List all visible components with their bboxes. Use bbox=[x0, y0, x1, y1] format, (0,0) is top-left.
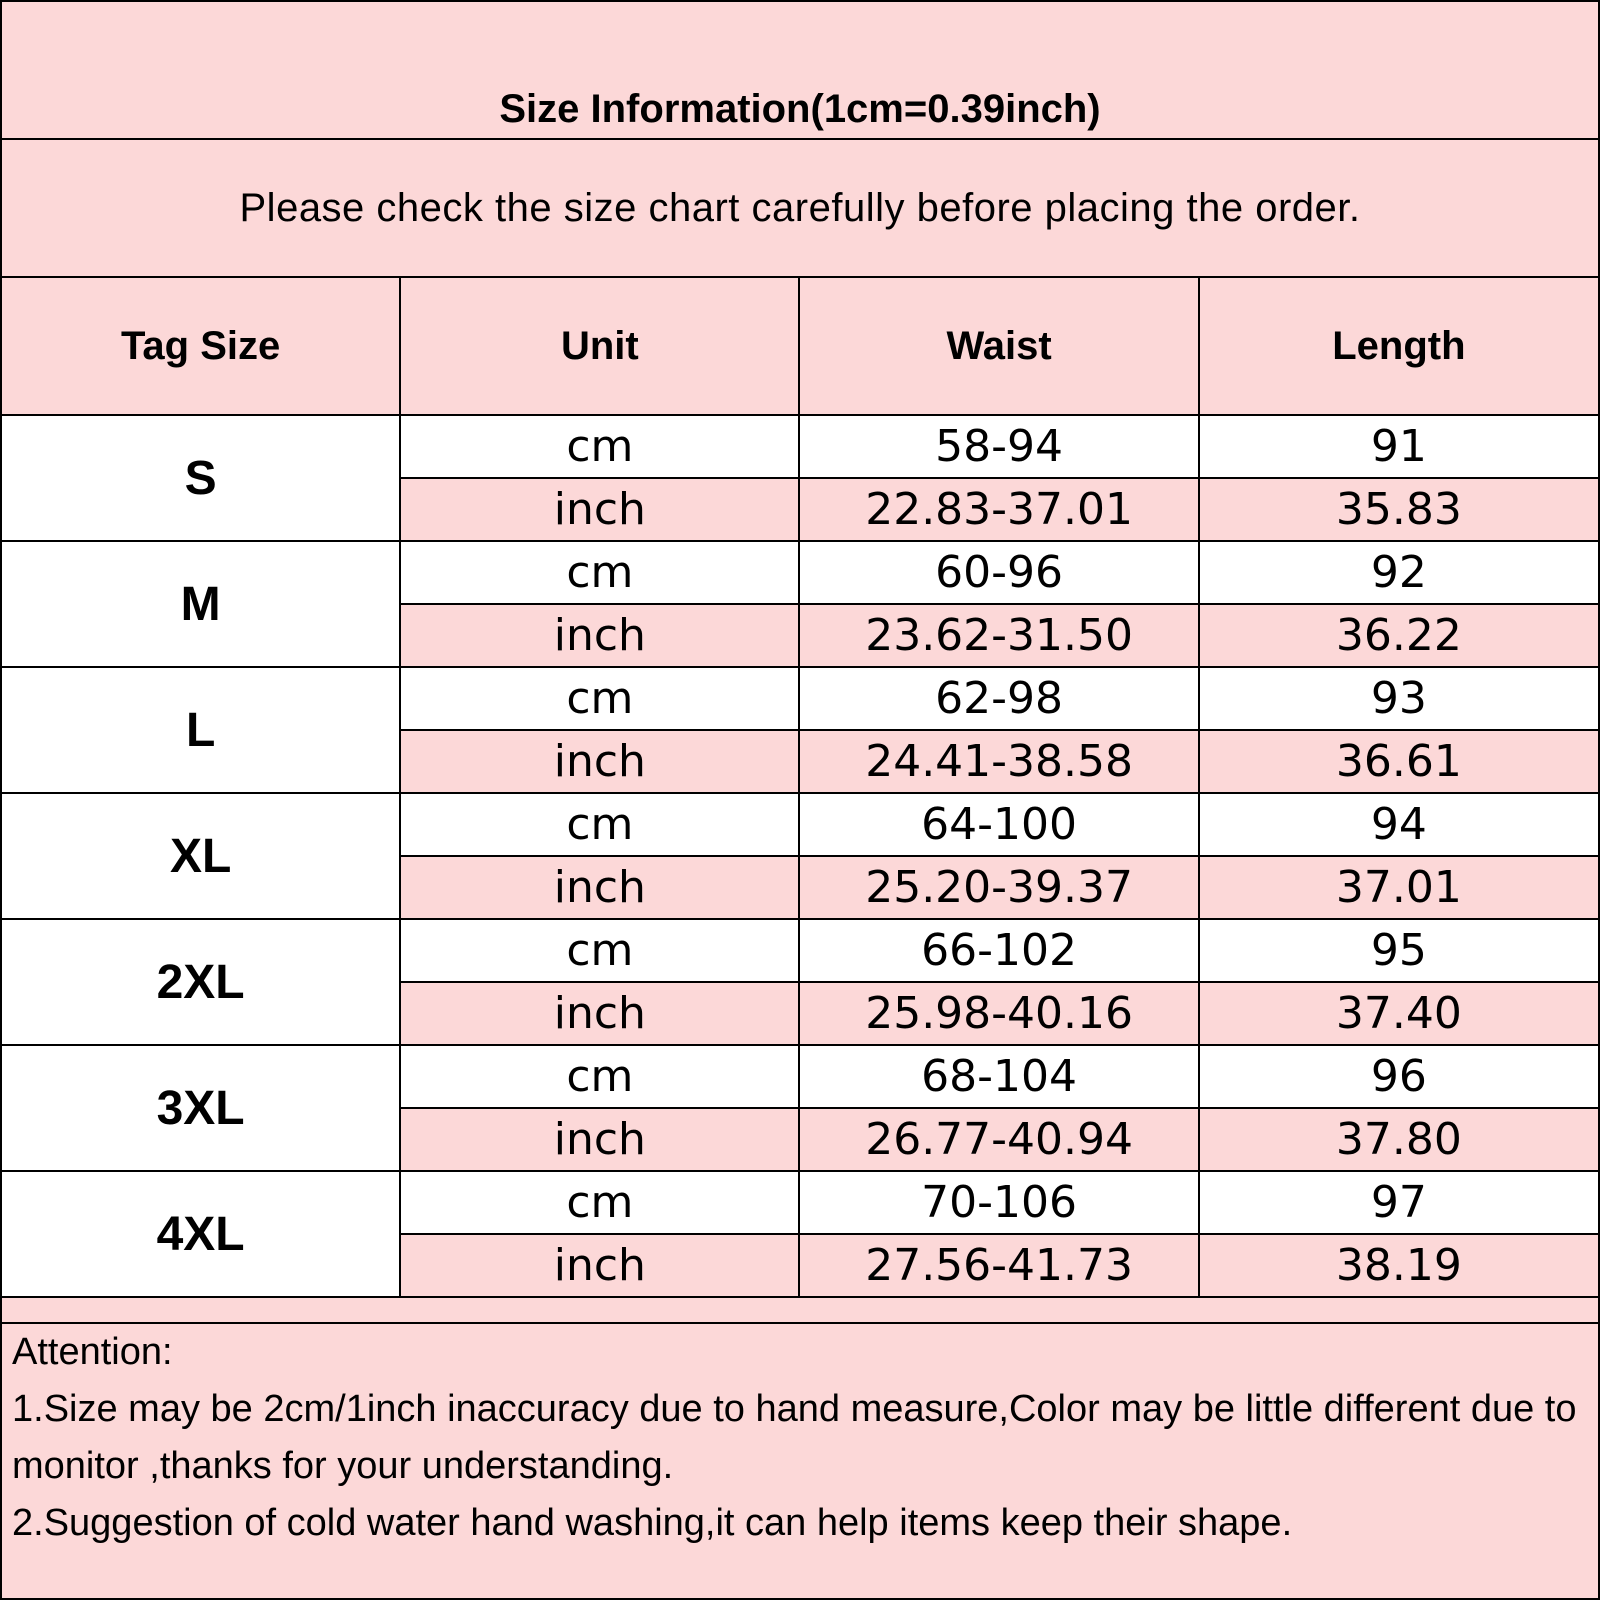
unit-cell: cm bbox=[400, 1045, 799, 1108]
unit-cell: cm bbox=[400, 1171, 799, 1234]
length-cell: 36.61 bbox=[1199, 730, 1598, 793]
header-waist: Waist bbox=[799, 278, 1198, 415]
length-cell: 38.19 bbox=[1199, 1234, 1598, 1297]
unit-cell: inch bbox=[400, 1108, 799, 1171]
table-header-row bbox=[2, 278, 1598, 415]
size-notice: Please check the size chart carefully before placing the order. bbox=[2, 140, 1598, 278]
attention-note-2: 2.Suggestion of cold water hand washing,it can help items keep their shape. bbox=[12, 1502, 1293, 1544]
tag-size-cell: XL bbox=[2, 793, 400, 919]
tag-size-cell: 2XL bbox=[2, 919, 400, 1045]
attention-heading: Attention: bbox=[12, 1331, 173, 1373]
length-cell: 95 bbox=[1199, 919, 1598, 982]
page-title: Size Information(1cm=0.39inch) bbox=[2, 2, 1598, 140]
waist-cell: 26.77-40.94 bbox=[799, 1108, 1198, 1171]
table-row bbox=[2, 541, 1598, 604]
length-cell: 97 bbox=[1199, 1171, 1598, 1234]
unit-cell: inch bbox=[400, 1234, 799, 1297]
table-row bbox=[2, 667, 1598, 730]
unit-cell: inch bbox=[400, 478, 799, 541]
tag-size-cell: L bbox=[2, 667, 400, 793]
unit-cell: inch bbox=[400, 730, 799, 793]
waist-cell: 66-102 bbox=[799, 919, 1198, 982]
unit-cell: cm bbox=[400, 541, 799, 604]
unit-cell: inch bbox=[400, 604, 799, 667]
length-cell: 36.22 bbox=[1199, 604, 1598, 667]
waist-cell: 25.98-40.16 bbox=[799, 982, 1198, 1045]
waist-cell: 58-94 bbox=[799, 415, 1198, 478]
length-cell: 35.83 bbox=[1199, 478, 1598, 541]
tag-size-cell: M bbox=[2, 541, 400, 667]
table-row bbox=[2, 793, 1598, 856]
header-unit: Unit bbox=[400, 278, 799, 415]
tag-size-cell: 4XL bbox=[2, 1171, 400, 1297]
unit-cell: cm bbox=[400, 919, 799, 982]
attention-notes bbox=[2, 1322, 1598, 1598]
table-row bbox=[2, 1045, 1598, 1108]
length-cell: 96 bbox=[1199, 1045, 1598, 1108]
unit-cell: inch bbox=[400, 856, 799, 919]
waist-cell: 64-100 bbox=[799, 793, 1198, 856]
table-row bbox=[2, 919, 1598, 982]
length-cell: 37.80 bbox=[1199, 1108, 1598, 1171]
length-cell: 93 bbox=[1199, 667, 1598, 730]
length-cell: 37.40 bbox=[1199, 982, 1598, 1045]
header-length: Length bbox=[1199, 278, 1598, 415]
waist-cell: 23.62-31.50 bbox=[799, 604, 1198, 667]
table-row bbox=[2, 1171, 1598, 1234]
tag-size-cell: S bbox=[2, 415, 400, 541]
waist-cell: 27.56-41.73 bbox=[799, 1234, 1198, 1297]
unit-cell: cm bbox=[400, 415, 799, 478]
unit-cell: cm bbox=[400, 667, 799, 730]
attention-note-1: 1.Size may be 2cm/1inch inaccuracy due to hand measure,Color may be little different due to monitor ,thanks for your understanding. bbox=[12, 1388, 1577, 1487]
table-row bbox=[2, 415, 1598, 478]
waist-cell: 60-96 bbox=[799, 541, 1198, 604]
length-cell: 94 bbox=[1199, 793, 1598, 856]
header-tag-size: Tag Size bbox=[2, 278, 400, 415]
waist-cell: 68-104 bbox=[799, 1045, 1198, 1108]
tag-size-cell: 3XL bbox=[2, 1045, 400, 1171]
waist-cell: 25.20-39.37 bbox=[799, 856, 1198, 919]
waist-cell: 22.83-37.01 bbox=[799, 478, 1198, 541]
unit-cell: cm bbox=[400, 793, 799, 856]
length-cell: 37.01 bbox=[1199, 856, 1598, 919]
length-cell: 92 bbox=[1199, 541, 1598, 604]
length-cell: 91 bbox=[1199, 415, 1598, 478]
size-table bbox=[2, 278, 1598, 1298]
waist-cell: 70-106 bbox=[799, 1171, 1198, 1234]
waist-cell: 24.41-38.58 bbox=[799, 730, 1198, 793]
unit-cell: inch bbox=[400, 982, 799, 1045]
waist-cell: 62-98 bbox=[799, 667, 1198, 730]
